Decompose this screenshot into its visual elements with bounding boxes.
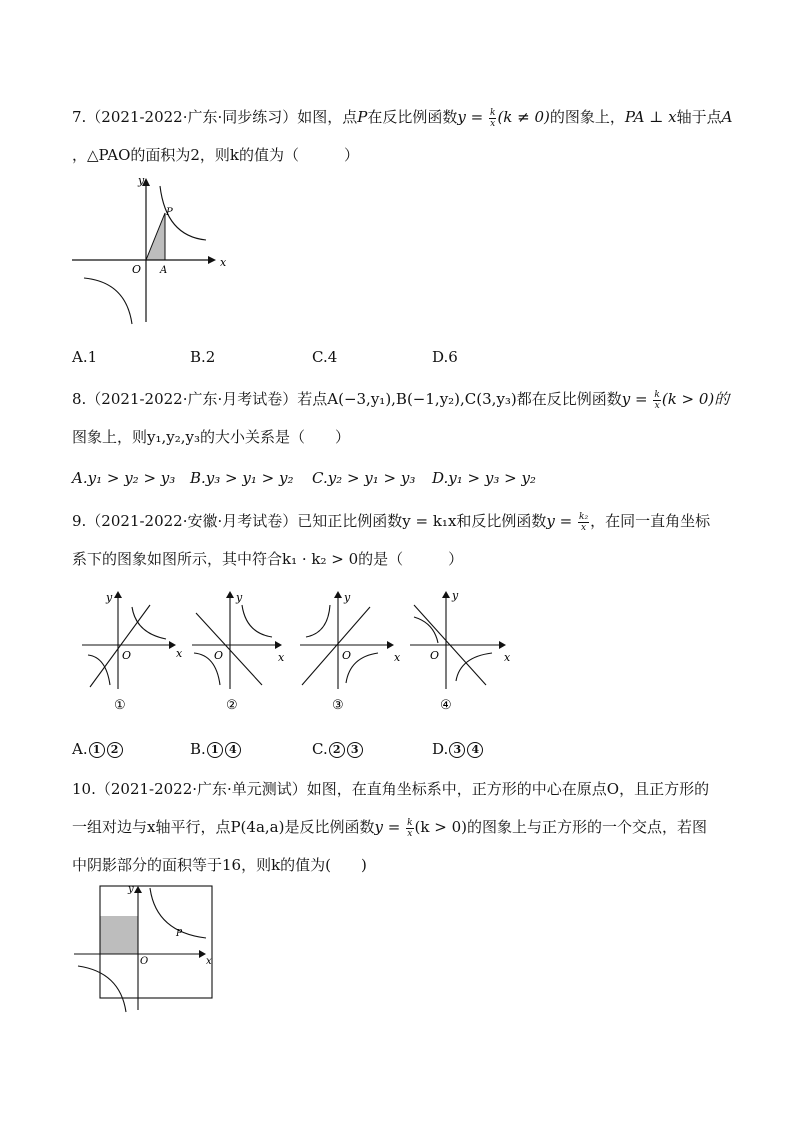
q8-option-b[interactable]: B.y₃ > y₁ > y₂ [190,469,294,487]
svg-text:O: O [214,649,224,662]
q7-option-b[interactable]: B.2 [190,348,216,366]
q10-curve-q3 [78,966,126,1012]
q7-option-d[interactable]: D.6 [432,348,458,366]
q10-label-o: O [140,956,149,967]
q7-curve-q3 [84,278,132,324]
q9-graph-1 [82,591,183,713]
q9-fraction: $\frac{\text{k₂}}{x}$ [579,511,589,533]
q9-label-1: ① [114,698,126,713]
svg-text:y: y [452,589,459,602]
q9-option-d[interactable]: D. 3 4 [432,740,484,758]
svg-text:x: x [504,651,511,664]
svg-text:y: y [236,591,243,604]
q7-graph [68,170,238,330]
q10-line-2: 一组对边与x轴平行，点P(4a,a)是反比例函数y = $\frac{k}{x}$ (k > 0)的图象上与正方形的一个交点，若图 [72,817,707,839]
question-7 [72,98,733,174]
q7-x-arrow [208,256,216,264]
q9-option-c[interactable]: C. 2 3 [312,740,364,758]
q9-graphs [76,585,516,715]
q9-graph-2 [192,591,285,713]
q9-option-b[interactable]: B. 1 4 [190,740,242,758]
q9-label-3: ③ [332,698,344,713]
q9-label-4: ④ [440,698,452,713]
svg-text:x: x [278,651,285,664]
q9-line-2: 系下的图象如图所示，其中符合k₁ · k₂ > 0的是（ ） [72,550,464,568]
svg-text:x: x [176,647,183,660]
q7-figure [68,170,238,334]
question-8 [72,380,730,456]
q8-option-d[interactable]: D.y₁ > y₃ > y₂ [432,469,536,487]
q7-line-1: 7.（2021-2022·广东·同步练习）如图，点P在反比例函数y = $\frac{k}{x}$ (k ≠ 0)的图象上，PA ⊥ x轴于点A [72,107,733,129]
q10-label-y: y [128,884,134,895]
q7-option-c[interactable]: C.4 [312,348,338,366]
q8-line-1: 8.（2021-2022·广东·月考试卷）若点A(−3,y₁),B(−1,y₂),C(3,y₃)都在反比例函数y = $\frac{k}{x}$ (k > 0)的 [72,389,730,411]
svg-text:y: y [106,591,113,604]
q7-label-x: x [220,256,227,269]
q9-line-1: 9.（2021-2022·安徽·月考试卷）已知正比例函数y = k₁x和反比例函数y = $\frac{\text{k₂}}{x}$ ，在同一直角坐标 [72,511,711,533]
svg-text:O: O [122,649,132,662]
q7-label-a: A [160,265,168,276]
q10-shaded-square [100,916,138,954]
svg-text:y: y [344,591,351,604]
q10-figure [70,878,220,1022]
q10-label-p: P [176,929,183,939]
q7-option-a[interactable]: A.1 [72,348,98,366]
q8-fraction: $\frac{k}{x}$ [654,389,660,411]
q8-option-a[interactable]: A.y₁ > y₂ > y₃ [72,469,176,487]
q10-graph [70,878,220,1018]
svg-text:x: x [394,651,401,664]
q9-label-2: ② [226,698,238,713]
svg-text:O: O [430,649,440,662]
q10-y-arrow [134,886,142,893]
q10-x-arrow [199,950,206,958]
q9-option-a[interactable]: A. 1 2 [72,740,124,758]
q9-figures [76,585,516,719]
q10-fraction: $\frac{k}{x}$ [407,817,413,839]
q7-label-p: P [166,207,173,218]
q7-line-2: ，△PAO的面积为2，则k的值为（ ） [72,146,360,164]
question-9 [72,502,722,578]
q7-fraction: $\frac{k}{x}$ [489,107,496,129]
q7-label-o: O [132,263,142,276]
q10-line-1: 10.（2021-2022·广东·单元测试）如图，在直角坐标系中，正方形的中心在原点O，且正方形的 [72,780,710,798]
q8-option-c[interactable]: C.y₂ > y₁ > y₃ [312,469,416,487]
q10-label-x: x [206,956,212,967]
q7-label-y: y [138,174,145,187]
q9-graph-3 [300,591,401,713]
question-10 [72,770,722,884]
q10-line-3: 中阴影部分的面积等于16，则k的值为( ) [72,856,367,874]
svg-text:O: O [342,649,352,662]
q9-graph-4 [410,589,511,713]
q7-shaded-triangle [146,213,165,260]
q8-line-2: 图象上，则y₁,y₂,y₃的大小关系是（ ） [72,428,350,446]
